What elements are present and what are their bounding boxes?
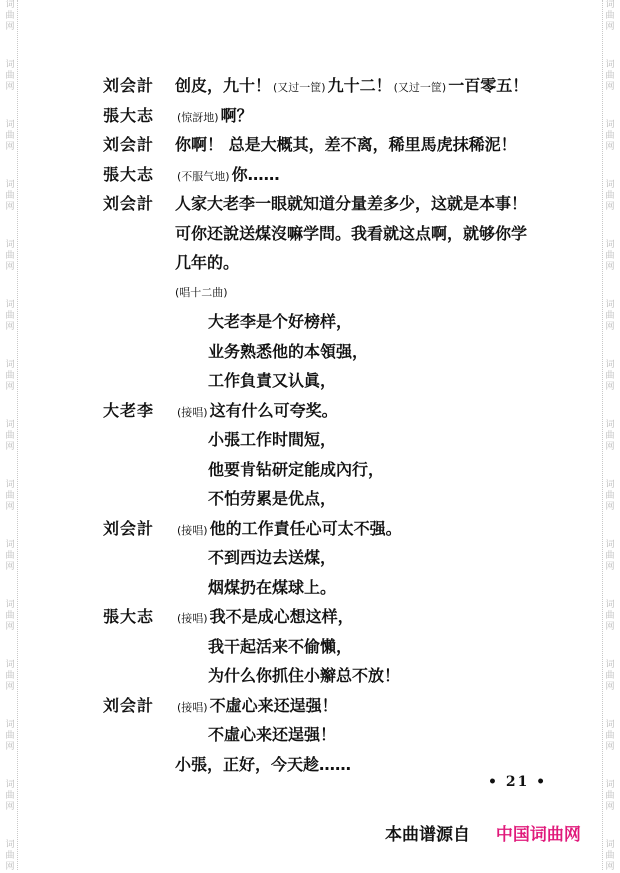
dialogue-fragment: 不虛心来还逞强！ bbox=[209, 696, 338, 715]
watermark-char: 词 bbox=[5, 60, 15, 70]
dialogue-text bbox=[175, 693, 338, 716]
script-line bbox=[0, 162, 620, 190]
script-line bbox=[0, 545, 620, 573]
lyric-line: 不虛心来还逞强！ bbox=[208, 725, 337, 744]
inline-direction: (又过一筐) bbox=[273, 81, 326, 94]
watermark-char: 词 bbox=[605, 60, 615, 70]
watermark-group bbox=[603, 0, 617, 33]
script-line bbox=[0, 250, 620, 278]
watermark-char: 词 bbox=[605, 600, 615, 610]
watermark-char: 曲 bbox=[605, 71, 615, 81]
dialogue-text bbox=[175, 604, 354, 627]
watermark-char: 曲 bbox=[605, 251, 615, 261]
watermark-char: 词 bbox=[605, 300, 615, 310]
inline-direction: (不服气地) bbox=[177, 170, 230, 183]
speaker-name: 大老李 bbox=[103, 401, 155, 420]
watermark-char: 词 bbox=[5, 240, 15, 250]
page-number: • 21 • bbox=[488, 774, 548, 790]
inline-direction: (接唱) bbox=[177, 524, 208, 537]
watermark-char: 词 bbox=[5, 840, 15, 850]
stage-direction: (唱十二曲) bbox=[175, 286, 228, 299]
dialogue-text bbox=[175, 250, 239, 273]
dialogue-fragment: 我不是成心想这样， bbox=[209, 607, 354, 626]
watermark-char: 网 bbox=[605, 82, 615, 92]
watermark-char: 网 bbox=[5, 742, 15, 752]
watermark-char: 网 bbox=[605, 862, 615, 872]
inline-direction: (接唱) bbox=[177, 701, 208, 714]
watermark-char: 网 bbox=[605, 382, 615, 392]
watermark-char: 网 bbox=[605, 742, 615, 752]
watermark-char: 网 bbox=[605, 502, 615, 512]
watermark-char: 曲 bbox=[5, 251, 15, 261]
speaker-name: 刘会計 bbox=[103, 76, 155, 95]
script-line bbox=[0, 634, 620, 662]
inline-direction: (惊訝地) bbox=[177, 111, 219, 124]
script-line bbox=[0, 73, 620, 101]
watermark-char: 网 bbox=[5, 622, 15, 632]
watermark-char: 曲 bbox=[5, 431, 15, 441]
watermark-char: 曲 bbox=[605, 851, 615, 861]
dialogue-text bbox=[175, 73, 528, 96]
watermark-char: 曲 bbox=[5, 131, 15, 141]
lyric-line: 不怕劳累是优点， bbox=[208, 489, 337, 508]
watermark-char: 曲 bbox=[5, 11, 15, 21]
watermark-char: 词 bbox=[5, 420, 15, 430]
watermark-char: 曲 bbox=[605, 431, 615, 441]
watermark-char: 词 bbox=[5, 120, 15, 130]
watermark-char: 词 bbox=[605, 720, 615, 730]
watermark-char: 曲 bbox=[5, 71, 15, 81]
watermark-char: 曲 bbox=[5, 611, 15, 621]
dialogue-text bbox=[175, 103, 253, 126]
watermark-char: 网 bbox=[5, 202, 15, 212]
lyric-line: 业务熟悉他的本領强， bbox=[208, 342, 369, 361]
watermark-char: 词 bbox=[605, 480, 615, 490]
dialogue-text bbox=[175, 752, 351, 775]
script-line bbox=[0, 427, 620, 455]
script-line bbox=[0, 221, 620, 249]
watermark-char: 网 bbox=[605, 322, 615, 332]
lyric-line: 大老李是个好榜样， bbox=[208, 312, 353, 331]
watermark-char: 网 bbox=[5, 382, 15, 392]
watermark-char: 曲 bbox=[605, 311, 615, 321]
script-line bbox=[0, 280, 620, 308]
watermark-char: 曲 bbox=[605, 791, 615, 801]
watermark-char: 曲 bbox=[605, 191, 615, 201]
script-line bbox=[0, 191, 620, 219]
dialogue-text bbox=[175, 191, 527, 214]
lyric-line: 他要肯钻研定能成內行， bbox=[208, 460, 385, 479]
dialogue-text bbox=[175, 221, 527, 244]
watermark-char: 词 bbox=[605, 780, 615, 790]
watermark-char: 网 bbox=[5, 502, 15, 512]
inline-direction: (接唱) bbox=[177, 612, 208, 625]
source-label: 本曲谱源自 bbox=[385, 825, 470, 845]
watermark-char: 词 bbox=[605, 240, 615, 250]
script-line bbox=[0, 103, 620, 131]
speaker-name: 刘会計 bbox=[103, 519, 155, 538]
watermark-char: 曲 bbox=[5, 371, 15, 381]
watermark-char: 词 bbox=[5, 0, 15, 10]
watermark-char: 网 bbox=[605, 802, 615, 812]
watermark-char: 词 bbox=[605, 180, 615, 190]
dialogue-text bbox=[175, 398, 338, 421]
watermark-char: 曲 bbox=[605, 611, 615, 621]
lyric-line: 烟煤扔在煤球上。 bbox=[208, 578, 337, 597]
watermark-char: 词 bbox=[5, 180, 15, 190]
watermark-char: 词 bbox=[5, 720, 15, 730]
watermark-char: 网 bbox=[5, 862, 15, 872]
speaker-name: 張大志 bbox=[103, 106, 155, 125]
speaker-name: 張大志 bbox=[103, 607, 155, 626]
watermark-char: 词 bbox=[605, 360, 615, 370]
source-footer bbox=[385, 820, 581, 845]
dialogue-fragment: 小張，正好，今天趁…… bbox=[175, 755, 352, 774]
dialogue-fragment: 这有什么可夸奖。 bbox=[209, 401, 338, 420]
watermark-char: 曲 bbox=[605, 131, 615, 141]
watermark-group bbox=[3, 780, 17, 813]
dialogue-text bbox=[175, 162, 280, 185]
script-line bbox=[0, 693, 620, 721]
dialogue-text bbox=[175, 516, 402, 539]
watermark-char: 词 bbox=[5, 600, 15, 610]
watermark-group bbox=[3, 0, 17, 33]
lyric-line: 为什么你抓住小辮总不放！ bbox=[208, 666, 401, 685]
speaker-name: 刘会計 bbox=[103, 696, 155, 715]
dialogue-fragment: 一百零五！ bbox=[448, 76, 529, 95]
watermark-char: 网 bbox=[605, 142, 615, 152]
watermark-char: 曲 bbox=[605, 11, 615, 21]
dialogue-fragment: 创皮，九十！ bbox=[175, 76, 272, 95]
watermark-char: 词 bbox=[605, 660, 615, 670]
watermark-char: 网 bbox=[5, 442, 15, 452]
watermark-char: 曲 bbox=[605, 551, 615, 561]
speaker-name: 刘会計 bbox=[103, 135, 155, 154]
script-line bbox=[0, 457, 620, 485]
script-line bbox=[0, 722, 620, 750]
dialogue-fragment: 他的工作責任心可太不强。 bbox=[209, 519, 402, 538]
watermark-char: 词 bbox=[605, 120, 615, 130]
script-line bbox=[0, 309, 620, 337]
watermark-char: 网 bbox=[605, 442, 615, 452]
script-line bbox=[0, 663, 620, 691]
watermark-char: 词 bbox=[5, 300, 15, 310]
speaker-name: 張大志 bbox=[103, 165, 155, 184]
script-line bbox=[0, 368, 620, 396]
watermark-char: 网 bbox=[5, 562, 15, 572]
watermark-char: 网 bbox=[605, 622, 615, 632]
dialogue-fragment: 你…… bbox=[231, 165, 280, 184]
script-line bbox=[0, 575, 620, 603]
script-line bbox=[0, 398, 620, 426]
watermark-char: 网 bbox=[605, 262, 615, 272]
dialogue-fragment: 人家大老李一眼就知道分量差多少，这就是本事！ bbox=[175, 194, 528, 213]
watermark-char: 曲 bbox=[5, 731, 15, 741]
watermark-char: 网 bbox=[605, 22, 615, 32]
watermark-char: 词 bbox=[5, 360, 15, 370]
watermark-char: 网 bbox=[5, 322, 15, 332]
dialogue-fragment: 几年的。 bbox=[175, 253, 240, 272]
watermark-group bbox=[603, 780, 617, 813]
watermark-char: 曲 bbox=[5, 551, 15, 561]
watermark-char: 词 bbox=[605, 840, 615, 850]
watermark-char: 网 bbox=[5, 82, 15, 92]
watermark-char: 词 bbox=[5, 540, 15, 550]
lyric-line: 我干起活来不偷懶， bbox=[208, 637, 353, 656]
watermark-char: 词 bbox=[605, 0, 615, 10]
watermark-char: 网 bbox=[605, 562, 615, 572]
site-name-link[interactable]: 中国词曲网 bbox=[495, 825, 581, 845]
lyric-line: 工作負責又认眞， bbox=[208, 371, 337, 390]
script-line bbox=[0, 339, 620, 367]
inline-direction: (接唱) bbox=[177, 406, 208, 419]
lyric-line: 不到西边去送煤， bbox=[208, 548, 337, 567]
watermark-char: 曲 bbox=[5, 791, 15, 801]
watermark-char: 曲 bbox=[605, 671, 615, 681]
watermark-group bbox=[603, 840, 617, 873]
dialogue-fragment: 你啊！ 总是大概其，差不离，稀里馬虎抹稀泥！ bbox=[175, 135, 517, 154]
watermark-char: 曲 bbox=[5, 491, 15, 501]
watermark-char: 词 bbox=[605, 420, 615, 430]
script-line bbox=[0, 604, 620, 632]
dialogue-fragment: 啊？ bbox=[220, 106, 253, 125]
watermark-char: 曲 bbox=[605, 371, 615, 381]
watermark-char: 曲 bbox=[5, 851, 15, 861]
watermark-char: 网 bbox=[605, 682, 615, 692]
inline-direction: (又过一筐) bbox=[393, 81, 447, 94]
watermark-char: 曲 bbox=[605, 491, 615, 501]
watermark-char: 词 bbox=[605, 540, 615, 550]
watermark-char: 词 bbox=[5, 780, 15, 790]
dialogue-fragment: 可你还說送煤沒嘛学問。我看就这点啊，就够你学 bbox=[175, 224, 528, 243]
watermark-char: 网 bbox=[5, 262, 15, 272]
speaker-name: 刘会計 bbox=[103, 194, 155, 213]
watermark-char: 网 bbox=[5, 682, 15, 692]
watermark-char: 网 bbox=[5, 802, 15, 812]
script-line bbox=[0, 132, 620, 160]
watermark-char: 曲 bbox=[5, 311, 15, 321]
script-line bbox=[0, 516, 620, 544]
watermark-char: 曲 bbox=[605, 731, 615, 741]
watermark-char: 曲 bbox=[5, 671, 15, 681]
watermark-char: 网 bbox=[5, 142, 15, 152]
watermark-group bbox=[3, 840, 17, 873]
dialogue-fragment: 九十二！ bbox=[327, 76, 392, 95]
watermark-char: 曲 bbox=[5, 191, 15, 201]
script-line bbox=[0, 486, 620, 514]
watermark-char: 词 bbox=[5, 480, 15, 490]
dialogue-text bbox=[175, 132, 517, 155]
watermark-char: 词 bbox=[5, 660, 15, 670]
watermark-char: 网 bbox=[5, 22, 15, 32]
lyric-line: 小張工作时間短， bbox=[208, 430, 337, 449]
watermark-char: 网 bbox=[605, 202, 615, 212]
